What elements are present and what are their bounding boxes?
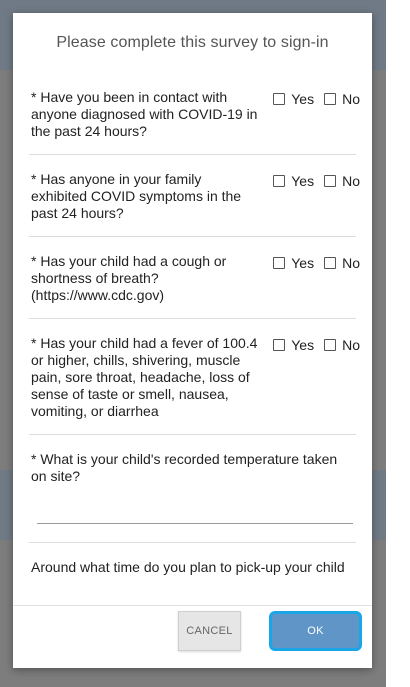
dialog-title: Please complete this survey to sign-in [56,34,329,51]
no-option[interactable] [324,255,360,271]
no-option[interactable] [324,91,360,107]
no-checkbox[interactable] [324,175,336,187]
temperature-question [29,435,356,543]
yes-label: Yes [291,91,315,107]
yes-option[interactable] [273,337,314,353]
no-label: No [342,255,360,271]
survey-question-contact [29,73,360,155]
yes-option[interactable] [273,173,314,189]
yes-option[interactable] [273,91,314,107]
answer-options [263,171,360,189]
yes-checkbox[interactable] [273,257,285,269]
yes-checkbox[interactable] [273,339,285,351]
no-checkbox[interactable] [324,93,336,105]
no-option[interactable] [324,337,360,353]
yes-label: Yes [291,337,315,353]
temperature-input[interactable] [37,501,353,524]
survey-question-family-symptoms [29,155,360,237]
yes-option[interactable] [273,255,314,271]
cancel-button[interactable]: CANCEL [178,611,241,651]
yes-label: Yes [291,173,315,189]
yes-checkbox[interactable] [273,93,285,105]
survey-question-fever [29,319,360,435]
no-label: No [342,91,360,107]
answer-options [263,253,360,271]
answer-options [263,335,360,353]
survey-question-cough [29,237,360,319]
question-text: * Has anyone in your family exhibited COVID symptoms in the past 24 hours? [31,171,242,221]
question-text: * Have you been in contact with anyone diagnosed with COVID-19 in the past 24 hours? [31,89,258,139]
yes-label: Yes [291,255,315,271]
no-checkbox[interactable] [324,339,336,351]
survey-dialog [13,13,372,668]
dialog-footer [13,605,372,668]
ok-button[interactable]: OK [269,611,362,651]
no-label: No [342,337,360,353]
question-text: * Has your child had a fever of 100.4 or higher, chills, shivering, muscle pain, sore throat, headache, loss of sense of taste or smell, nausea, vomiting, or diarrhea [31,335,258,419]
no-checkbox[interactable] [324,257,336,269]
pickup-time-question: Around what time do you plan to pick-up your child [31,559,345,575]
no-label: No [342,173,360,189]
yes-checkbox[interactable] [273,175,285,187]
temperature-question-text: * What is your child's recorded temperature taken on site? [31,451,338,484]
answer-options [263,89,360,107]
no-option[interactable] [324,173,360,189]
question-text: * Has your child had a cough or shortness of breath? (https://www.cdc.gov) [31,253,227,303]
dialog-body[interactable] [13,73,372,605]
